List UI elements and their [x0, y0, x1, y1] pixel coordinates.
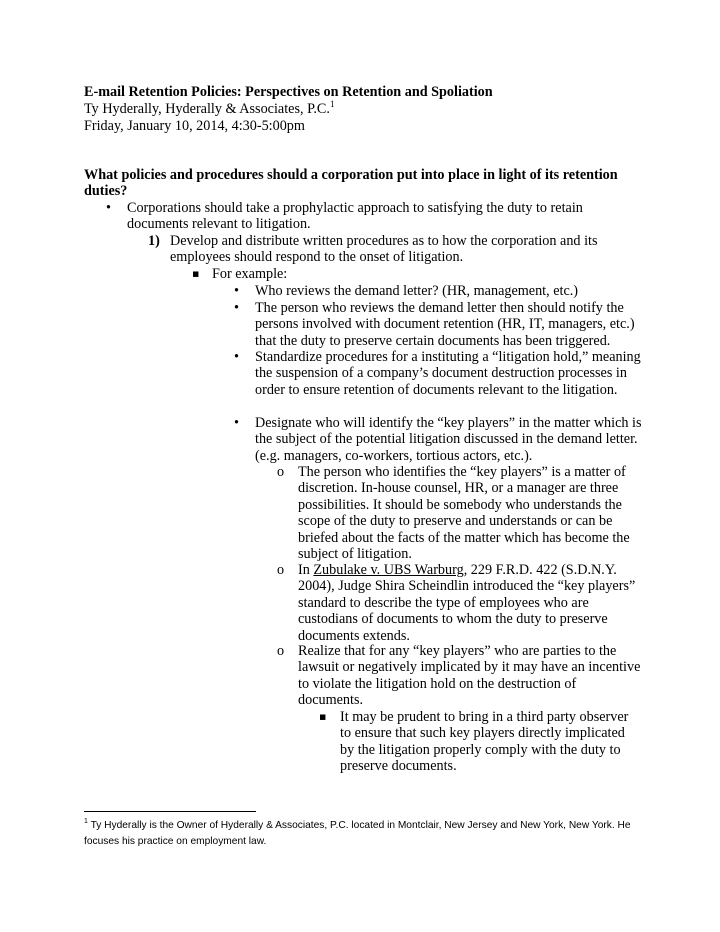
bullet-text-level1: Corporations should take a prophylactic approach to satisfying the duty to retain documents relevant to litigation. [127, 200, 583, 233]
bullet-level4: • [234, 283, 239, 299]
bullet-level4: • [234, 300, 239, 316]
document-title: E-mail Retention Policies: Perspectives on Retention and Spoliation [84, 84, 493, 100]
circle-bullet-level5: o [277, 643, 285, 659]
bullet-text-level6: It may be prudent to bring in a third party observer to ensure that such key players directly implicated by the litigation properly comply with the duty to preserve documents. [340, 709, 629, 775]
footnote [84, 818, 644, 850]
item-text-level2: Develop and distribute written procedures as to how the corporation and its employees should respond to the onset of litigation. [170, 233, 598, 266]
section-question: What policies and procedures should a corporation put into place in light of its retention duties? [84, 167, 618, 200]
bullet-text-level5 [298, 562, 643, 644]
bullet-level4: • [234, 415, 239, 431]
circle-bullet-level5: o [277, 562, 285, 578]
bullet-text-level4: Who reviews the demand letter? (HR, management, etc.) [255, 283, 579, 299]
footnote-text: Ty Hyderally is the Owner of Hyderally & Associates, P.C. located in Montclair, New Jersey and New York, New York. He focuses his practice on employment law. [84, 820, 631, 847]
bullet-text-level5: Realize that for any “key players” who are parties to the lawsuit or negatively implicated by it may have an incentive to violate the litigation hold on the destruction of documents. [298, 643, 641, 709]
bullet-text-level4: Designate who will identify the “key players” in the matter which is the subject of the potential litigation discussed in the demand letter. (e.g. managers, co-workers, tortious actors, etc.). [255, 415, 642, 464]
circle-bullet-level5: o [277, 464, 285, 480]
case-citation: Zubulake v. UBS Warburg [313, 562, 464, 578]
bullet-text-level5: The person who identifies the “key players” is a matter of discretion. In-house counsel, HR, or a manager are three possibilities. It should be somebody who understands the scope of the duty to preserve and understands or can be briefed about the facts of the matter which has become the subject of litigation. [298, 464, 630, 563]
bullet-level4: • [234, 349, 239, 365]
author-line [84, 101, 334, 117]
citation-prefix: In [298, 562, 314, 578]
footnote-mark: 1 [84, 818, 88, 825]
bullet-text-level4: The person who reviews the demand letter then should notify the persons involved with document retention (HR, IT, managers, etc.) that the duty to preserve certain documents has been triggered. [255, 300, 635, 349]
presentation-date: Friday, January 10, 2014, 4:30-5:00pm [84, 118, 305, 134]
bullet-text-level4: Standardize procedures for a instituting a “litigation hold,” meaning the suspension of a company’s document destruction processes in order to ensure retention of documents relevant to the litigation. [255, 349, 641, 398]
citation-suffix: , 229 F.R.D. 422 (S.D.N.Y. 2004), Judge Shira Scheindlin introduced the “key players” standard to describe the type of employees who are custodians of documents to whom the duty to preserve documents extends. [298, 562, 636, 644]
square-bullet-level6: ▪ [319, 710, 327, 723]
item-number: 1) [148, 233, 160, 249]
footnote-separator [84, 811, 256, 812]
item-text-level3: For example: [212, 266, 288, 282]
bullet-level1: • [106, 200, 111, 216]
square-bullet-level3: ▪ [192, 267, 200, 280]
footnote-reference[interactable]: 1 [329, 99, 335, 109]
author-name: Ty Hyderally, Hyderally & Associates, P.C. [84, 101, 330, 117]
